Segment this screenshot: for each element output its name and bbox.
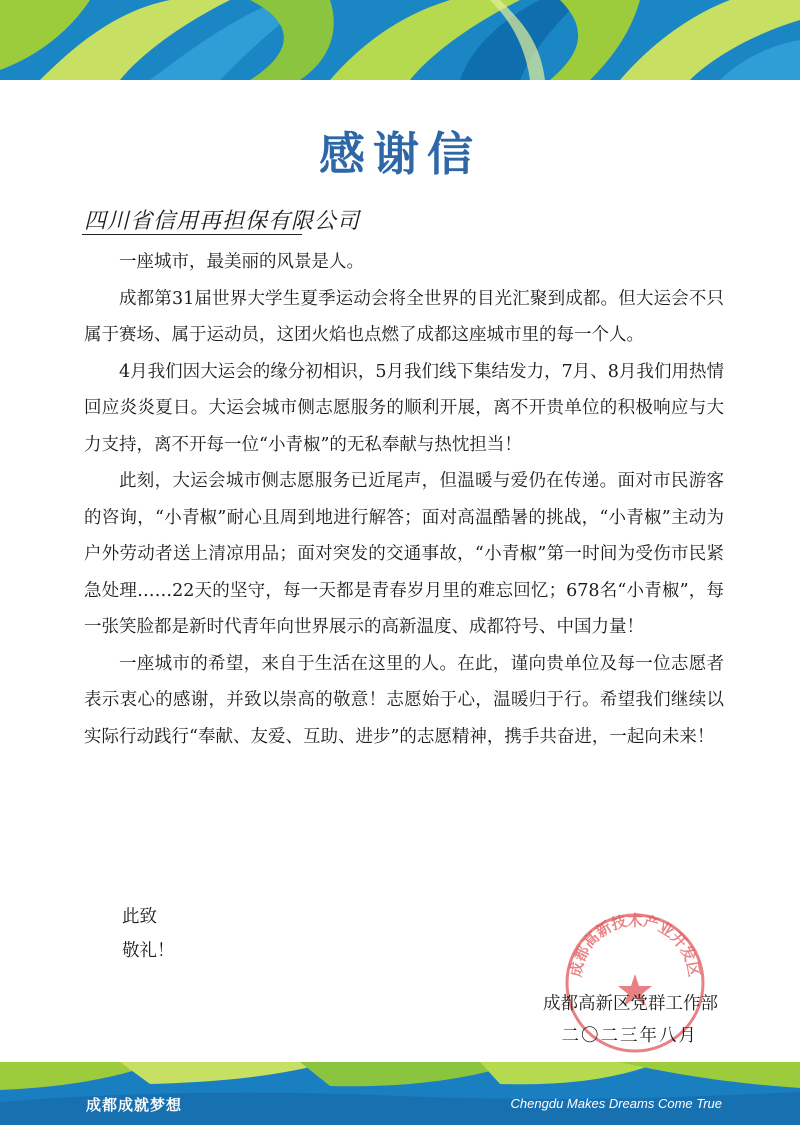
letter-date: 二〇二三年八月: [561, 1026, 698, 1046]
footer-slogan-en: Chengdu Makes Dreams Come True: [510, 1096, 722, 1111]
paragraph: 成都第31届世界大学生夏季运动会将全世界的目光汇聚到成都。但大运会不只属于赛场、属于运动员，这团火焰也点燃了成都这座城市里的每一个人。: [84, 288, 724, 345]
paragraph: 此刻，大运会城市侧志愿服务已近尾声，但温暖与爱仍在传递。面对市民游客的咨询，“小青椒”耐心且周到地进行解答；面对高温酷暑的挑战，“小青椒”主动为户外劳动者送上清凉用品；面对突发的交通事故，“小青椒”第一时间为受伤市民紧急处理……22天的坚守，每一天都是青春岁月里的难忘回忆；678名“小青椒”，每一张笑脸都是新时代青年向世界展示的高新温度、成都符号、中国力量！: [84, 471, 724, 637]
svg-text:成都高新技术产业开发区: 成都高新技术产业开发区: [566, 911, 704, 979]
paragraph: 4月我们因大运会的缘分初相识，5月我们线下集结发力，7月、8月我们用热情回应炎炎夏日。大运会城市侧志愿服务的顺利开展，离不开贵单位的积极响应与大力支持，离不开每一位“小青椒”的无私奉献与热忱担当！: [84, 361, 724, 455]
closing-respect: 敬礼！: [122, 941, 175, 961]
letter-body: [84, 244, 724, 755]
footer-slogan-cn: 成都成就梦想: [86, 1096, 183, 1114]
brush-pattern-top: [0, 0, 800, 80]
closing-block: [122, 900, 175, 968]
letter-title: 感谢信: [319, 127, 481, 181]
recipient-name: 四川省信用再担保有限公司: [84, 209, 361, 234]
paragraph: 一座城市的希望，来自于生活在这里的人。在此，谨向贵单位及每一位志愿者表示衷心的感谢，并致以崇高的敬意！志愿始于心，温暖归于行。希望我们继续以实际行动践行“奉献、友爱、互助、进步”的志愿精神，携手共奋进，一起向未来！: [84, 653, 724, 747]
signing-organization: 成都高新区党群工作部: [543, 994, 718, 1014]
top-decorative-band: [0, 0, 800, 80]
signature-block: [543, 988, 718, 1052]
closing-salutation: 此致: [122, 907, 157, 927]
recipient-underline: [82, 234, 302, 235]
paragraph: 一座城市，最美丽的风景是人。: [119, 252, 364, 272]
